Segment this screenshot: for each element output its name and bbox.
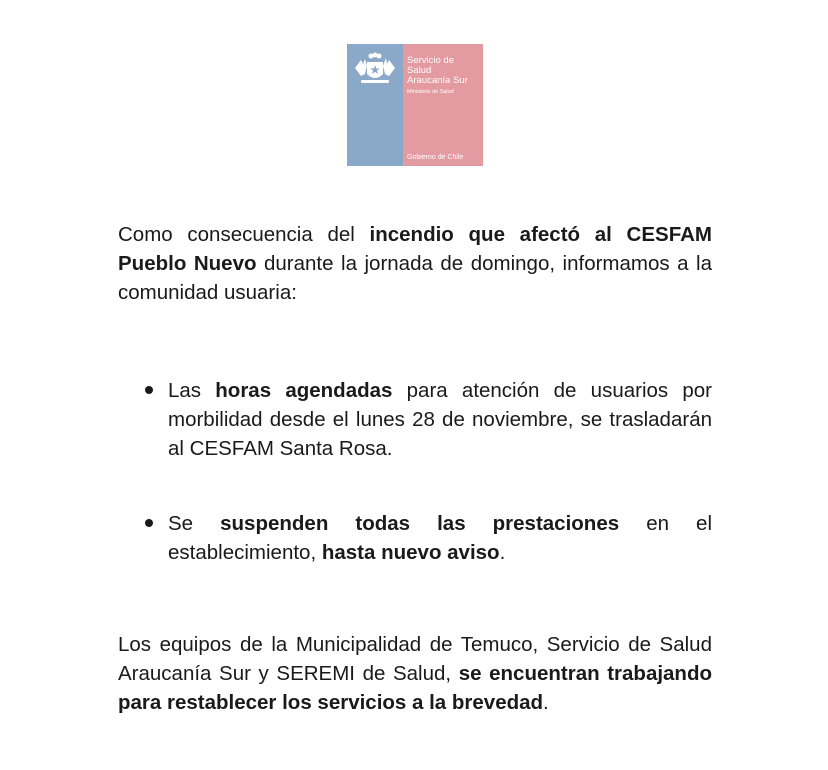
- logo-title-line1: Servicio de: [407, 55, 454, 66]
- closing-bold-1: se encuentran trabajando para restablecer los servicios a la brevedad: [118, 662, 713, 714]
- bullet-icon: [145, 519, 153, 527]
- closing-paragraph: [118, 630, 712, 717]
- bullet-2-text-1: Se: [168, 512, 221, 535]
- intro-text-2: durante la jornada de domingo, informamos a la comunidad usuaria:: [118, 252, 712, 304]
- closing-text-1: Los equipos de la Municipalidad de Temuco, Servicio de Salud Araucanía Sur y SEREMI de Salud,: [118, 633, 712, 685]
- bullet-icon: [145, 386, 153, 394]
- bullet-2-bold-1: suspenden todas las prestaciones: [220, 512, 620, 535]
- logo-title-line2: Salud: [407, 65, 432, 76]
- bullet-2-bold-2: hasta nuevo aviso: [321, 541, 500, 564]
- bullet-item-suspension: [168, 509, 712, 567]
- logo-government: Gobierno de Chile: [407, 154, 464, 161]
- closing-text-2: .: [543, 691, 549, 714]
- chile-coat-of-arms-icon: [353, 50, 397, 88]
- health-service-logo: [347, 44, 483, 166]
- bullet-1-bold-1: horas agendadas: [215, 379, 393, 402]
- bullet-2-text-2: en el establecimiento,: [168, 512, 712, 564]
- bullet-item-appointments: [168, 376, 712, 463]
- intro-text-1: Como consecuencia del: [118, 223, 370, 246]
- intro-bold-1: incendio que afectó al CESFAM Pueblo Nuevo: [118, 223, 712, 275]
- logo-red-panel: [403, 44, 483, 166]
- bullet-2-text-3: .: [499, 541, 506, 564]
- intro-paragraph: [118, 220, 712, 307]
- bullet-1-text-2: para atención de usuarios por morbilidad desde el lunes 28 de noviembre, se trasladarán al CESFAM Santa Rosa.: [168, 379, 713, 460]
- logo-title-line3: Araucanía Sur: [407, 75, 468, 86]
- bullet-1-text-1: Las: [168, 379, 216, 402]
- logo-blue-panel: [347, 44, 403, 166]
- logo-title: [407, 56, 483, 86]
- logo-ministry: Ministerio de Salud: [407, 89, 454, 95]
